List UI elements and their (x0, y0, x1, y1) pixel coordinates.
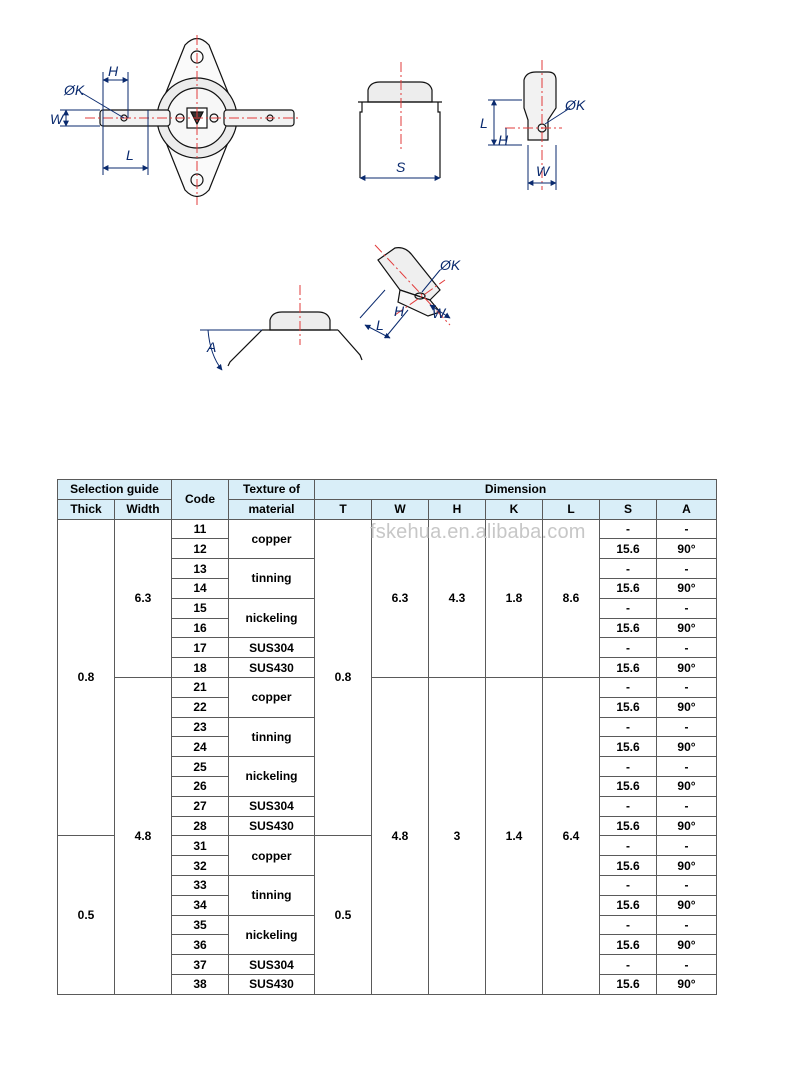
cell-code: 34 (172, 895, 229, 915)
cell-a: - (657, 875, 717, 895)
dim-label-w-iso: W (432, 305, 446, 321)
cell-code: 31 (172, 836, 229, 856)
cell-k: 1.4 (486, 677, 543, 994)
technical-drawings (0, 0, 800, 440)
cell-s: - (600, 757, 657, 777)
cell-code: 11 (172, 519, 229, 539)
cell-code: 38 (172, 974, 229, 994)
dim-label-s: S (396, 159, 406, 175)
cell-a: - (657, 598, 717, 618)
cell-s: - (600, 796, 657, 816)
cell-s: - (600, 559, 657, 579)
cell-s: - (600, 717, 657, 737)
cell-a: 90° (657, 697, 717, 717)
header-dimension: Dimension (315, 480, 717, 500)
cell-material: SUS430 (229, 816, 315, 836)
cell-material: tinning (229, 559, 315, 599)
table-row (58, 519, 717, 539)
dim-label-h-iso: H (394, 303, 405, 319)
cell-material: copper (229, 677, 315, 717)
cell-a: 90° (657, 539, 717, 559)
cell-s: - (600, 598, 657, 618)
dim-label-l-iso: L (376, 317, 384, 333)
cell-l: 8.6 (543, 519, 600, 677)
cell-s: - (600, 519, 657, 539)
cell-s: 15.6 (600, 618, 657, 638)
dim-label-l: L (126, 147, 134, 163)
cell-s: 15.6 (600, 856, 657, 876)
cell-code: 37 (172, 955, 229, 975)
cell-a: 90° (657, 578, 717, 598)
cell-a: - (657, 717, 717, 737)
cell-material: SUS430 (229, 974, 315, 994)
header-code: Code (172, 480, 229, 520)
cell-thick: 0.8 (58, 519, 115, 836)
cell-a: - (657, 955, 717, 975)
header-col-h: H (429, 499, 486, 519)
header-col-k: K (486, 499, 543, 519)
cell-code: 28 (172, 816, 229, 836)
header-col-t: T (315, 499, 372, 519)
watermark: fskehua.en.alibaba.com (370, 521, 586, 543)
header-selection-guide: Selection guide (58, 480, 172, 500)
cell-a: 90° (657, 816, 717, 836)
header-texture-line2: material (229, 499, 315, 519)
angle-view-drawing (228, 312, 362, 366)
header-col-a: A (657, 499, 717, 519)
cell-a: 90° (657, 658, 717, 678)
cell-code: 13 (172, 559, 229, 579)
cell-a: - (657, 519, 717, 539)
cell-a: - (657, 757, 717, 777)
cell-code: 14 (172, 578, 229, 598)
dim-label-l-end: L (480, 115, 488, 131)
cell-material: SUS304 (229, 955, 315, 975)
cell-material: nickeling (229, 757, 315, 797)
cell-a: - (657, 559, 717, 579)
cell-width: 4.8 (115, 677, 172, 994)
cell-material: nickeling (229, 915, 315, 955)
cell-material: copper (229, 519, 315, 559)
cell-w: 4.8 (372, 677, 429, 994)
cell-a: - (657, 915, 717, 935)
cell-code: 26 (172, 776, 229, 796)
cell-code: 32 (172, 856, 229, 876)
cell-code: 33 (172, 875, 229, 895)
cell-a: 90° (657, 737, 717, 757)
cell-s: 15.6 (600, 737, 657, 757)
header-thick: Thick (58, 499, 115, 519)
dim-label-h-end: H (498, 132, 509, 148)
cell-material: tinning (229, 875, 315, 915)
cell-s: 15.6 (600, 697, 657, 717)
cell-material: SUS304 (229, 796, 315, 816)
cell-material: SUS430 (229, 658, 315, 678)
cell-t: 0.5 (315, 836, 372, 994)
cell-a: 90° (657, 935, 717, 955)
header-texture-line1: Texture of (229, 480, 315, 500)
cell-l: 6.4 (543, 677, 600, 994)
cell-s: - (600, 875, 657, 895)
cell-a: 90° (657, 776, 717, 796)
table-row (58, 677, 717, 697)
cell-a: - (657, 796, 717, 816)
cell-s: 15.6 (600, 816, 657, 836)
dim-label-w: W (50, 111, 64, 127)
cell-a: 90° (657, 856, 717, 876)
cell-h: 4.3 (429, 519, 486, 677)
selection-guide-table (57, 479, 717, 995)
cell-code: 15 (172, 598, 229, 618)
cell-code: 12 (172, 539, 229, 559)
header-col-s: S (600, 499, 657, 519)
cell-s: - (600, 836, 657, 856)
cell-a: - (657, 836, 717, 856)
dim-label-k-iso: ØK (440, 257, 461, 273)
cell-material: copper (229, 836, 315, 876)
header-col-l: L (543, 499, 600, 519)
cell-s: - (600, 915, 657, 935)
cell-s: 15.6 (600, 895, 657, 915)
cell-s: 15.6 (600, 776, 657, 796)
cell-a: - (657, 638, 717, 658)
cell-width: 6.3 (115, 519, 172, 677)
cell-k: 1.8 (486, 519, 543, 677)
cell-a: - (657, 677, 717, 697)
cell-s: 15.6 (600, 578, 657, 598)
cell-code: 23 (172, 717, 229, 737)
cell-code: 27 (172, 796, 229, 816)
dim-label-k: ØK (64, 82, 85, 98)
cell-code: 35 (172, 915, 229, 935)
cell-s: - (600, 677, 657, 697)
cell-h: 3 (429, 677, 486, 994)
cell-code: 16 (172, 618, 229, 638)
dim-label-h: H (108, 63, 119, 79)
cell-s: - (600, 955, 657, 975)
cell-a: 90° (657, 974, 717, 994)
header-col-w: W (372, 499, 429, 519)
cell-code: 18 (172, 658, 229, 678)
cell-code: 17 (172, 638, 229, 658)
cell-code: 24 (172, 737, 229, 757)
dim-label-k-end: ØK (565, 97, 586, 113)
header-width: Width (115, 499, 172, 519)
dim-label-a: A (207, 339, 217, 355)
end-view-drawing (524, 72, 556, 140)
cell-material: SUS304 (229, 638, 315, 658)
cell-s: 15.6 (600, 974, 657, 994)
cell-material: nickeling (229, 598, 315, 638)
cell-t: 0.8 (315, 519, 372, 836)
cell-s: 15.6 (600, 539, 657, 559)
cell-code: 25 (172, 757, 229, 777)
cell-a: 90° (657, 895, 717, 915)
dim-label-w-end: W (536, 163, 550, 179)
cell-code: 22 (172, 697, 229, 717)
cell-code: 21 (172, 677, 229, 697)
cell-w: 6.3 (372, 519, 429, 677)
cell-material: tinning (229, 717, 315, 757)
cell-thick: 0.5 (58, 836, 115, 994)
cell-s: 15.6 (600, 658, 657, 678)
cell-s: - (600, 638, 657, 658)
cell-code: 36 (172, 935, 229, 955)
cell-s: 15.6 (600, 935, 657, 955)
cell-a: 90° (657, 618, 717, 638)
